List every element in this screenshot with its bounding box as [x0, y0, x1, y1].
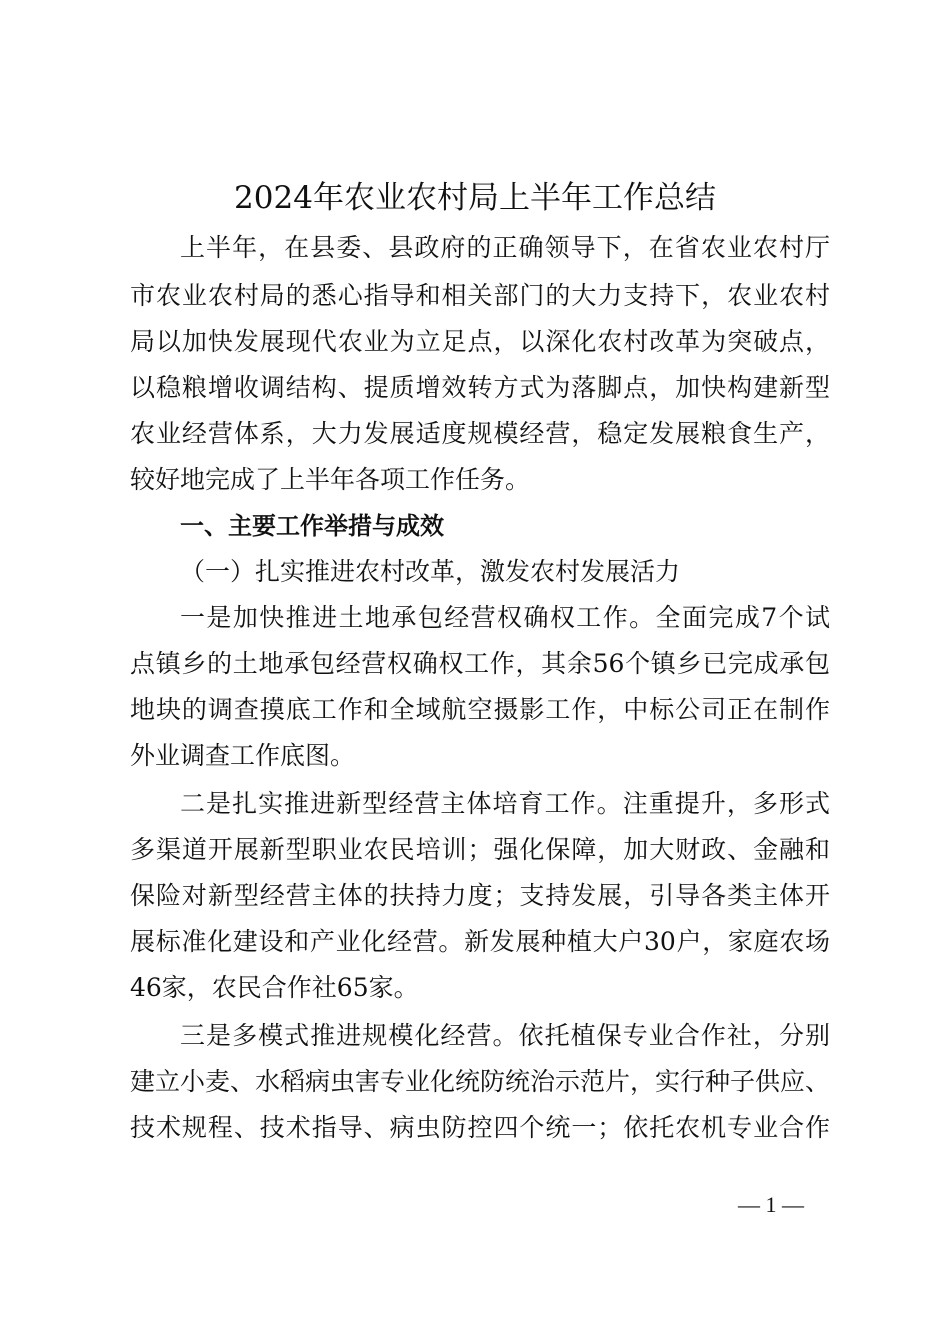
intro-line-6: 较好地完成了上半年各项工作任务。 — [130, 465, 531, 494]
intro-line-3: 局以加快发展现代农业为立足点，以深化农村改革为突破点， — [130, 327, 830, 356]
para2-line-5: 46家，农民合作社65家。 — [130, 973, 419, 1002]
para3-line-1: 三是多模式推进规模化经营。依托植保专业合作社，分别 — [180, 1021, 830, 1050]
page-number: — 1 — — [738, 1192, 804, 1217]
para1-line-2: 点镇乡的土地承包经营权确权工作，其余56个镇乡已完成承包 — [130, 649, 830, 678]
intro-line-2: 市农业农村局的悉心指导和相关部门的大力支持下，农业农村 — [130, 281, 830, 310]
para2-line-1: 二是扎实推进新型经营主体培育工作。注重提升，多形式 — [180, 789, 830, 818]
intro-line-5: 农业经营体系，大力发展适度规模经营，稳定发展粮食生产， — [130, 419, 830, 448]
intro-line-4: 以稳粮增收调结构、提质增效转方式为落脚点，加快构建新型 — [130, 373, 830, 402]
para1-line-1: 一是加快推进土地承包经营权确权工作。全面完成7个试 — [180, 603, 830, 632]
para2-line-2: 多渠道开展新型职业农民培训；强化保障，加大财政、金融和 — [130, 835, 830, 864]
para1-line-3: 地块的调查摸底工作和全域航空摄影工作，中标公司正在制作 — [130, 695, 830, 724]
section-heading-1: 一、主要工作举措与成效 — [180, 512, 444, 540]
para1-line-4: 外业调查工作底图。 — [130, 741, 356, 770]
subsection-heading-1: （一）扎实推进农村改革，激发农村发展活力 — [180, 557, 681, 586]
para2-line-3: 保险对新型经营主体的扶持力度；支持发展，引导各类主体开 — [130, 881, 830, 910]
para2-line-4: 展标准化建设和产业化经营。新发展种植大户30户，家庭农场 — [130, 927, 830, 956]
para3-line-3: 技术规程、技术指导、病虫防控四个统一；依托农机专业合作 — [130, 1113, 830, 1142]
intro-line-1: 上半年，在县委、县政府的正确领导下，在省农业农村厅 — [180, 233, 830, 262]
para3-line-2: 建立小麦、水稻病虫害专业化统防统治示范片，实行种子供应、 — [130, 1067, 831, 1096]
document-title: 2024年农业农村局上半年工作总结 — [234, 180, 716, 216]
